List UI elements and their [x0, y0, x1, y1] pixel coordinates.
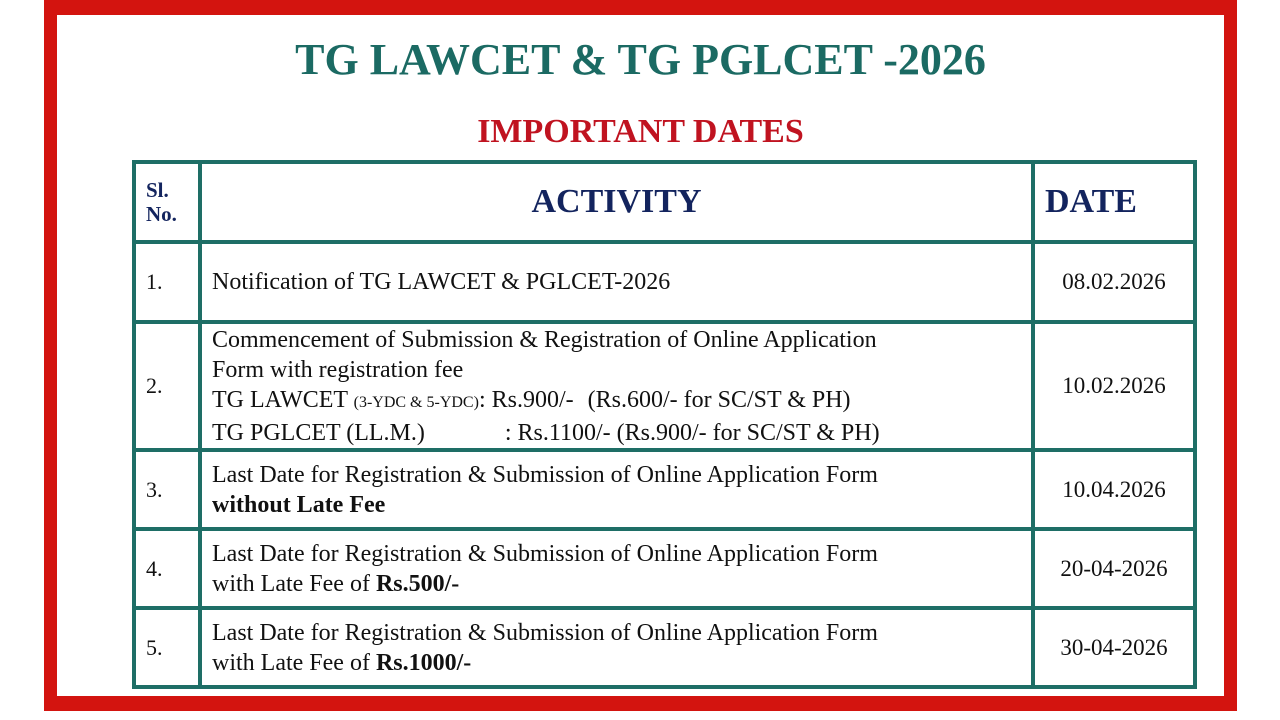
lawcet-fee-amount: : Rs.900/-	[478, 386, 574, 413]
row-activity	[200, 450, 1033, 529]
important-dates-table	[132, 160, 1197, 689]
activity-line: Commencement of Submission & Registration of Online Application	[212, 326, 877, 353]
activity-line: Last Date for Registration & Submission of Online Application Form	[212, 540, 878, 567]
lawcet-course-note: (3-YDC & 5-YDC)	[353, 393, 479, 411]
table-row	[134, 450, 1195, 529]
document-frame	[44, 0, 1237, 711]
row-activity	[200, 529, 1033, 608]
activity-line: with Late Fee of	[212, 649, 376, 676]
row-activity	[200, 322, 1033, 450]
activity-emphasis: without Late Fee	[212, 491, 386, 518]
row-date: 30-04-2026	[1033, 608, 1195, 687]
table-row	[134, 242, 1195, 322]
column-header-date: DATE	[1033, 162, 1195, 242]
column-header-sl-line1: Sl.	[146, 178, 169, 202]
late-fee-amount: Rs.1000/-	[375, 649, 472, 676]
pglcet-fee-amount: : Rs.1100/- (Rs.900/- for SC/ST & PH)	[504, 419, 880, 446]
activity-line: Last Date for Registration & Submission of Online Application Form	[212, 461, 878, 488]
table-row	[134, 529, 1195, 608]
pglcet-fee-label: TG PGLCET (LL.M.)	[212, 419, 425, 446]
table-header-row	[134, 162, 1195, 242]
column-header-sl-no	[134, 162, 200, 242]
lawcet-concession-note: (Rs.600/- for SC/ST & PH)	[587, 386, 851, 413]
activity-line: Last Date for Registration & Submission of Online Application Form	[212, 619, 878, 646]
row-date: 10.02.2026	[1033, 322, 1195, 450]
row-activity	[200, 608, 1033, 687]
row-date: 20-04-2026	[1033, 529, 1195, 608]
activity-line: Form with registration fee	[212, 356, 464, 383]
table-row	[134, 608, 1195, 687]
row-sl-no: 3.	[134, 450, 200, 529]
lawcet-fee-label: TG LAWCET	[212, 386, 348, 413]
row-sl-no: 4.	[134, 529, 200, 608]
page-title: TG LAWCET & TG PGLCET -2026	[295, 35, 986, 84]
row-activity: Notification of TG LAWCET & PGLCET-2026	[200, 242, 1033, 322]
column-header-activity: ACTIVITY	[200, 162, 1033, 242]
late-fee-amount: Rs.500/-	[375, 570, 460, 597]
row-sl-no: 2.	[134, 322, 200, 450]
row-sl-no: 1.	[134, 242, 200, 322]
page-subtitle: IMPORTANT DATES	[477, 113, 804, 150]
column-header-sl-line2: No.	[146, 202, 177, 226]
activity-line: with Late Fee of	[212, 570, 376, 597]
row-date: 10.04.2026	[1033, 450, 1195, 529]
table-row	[134, 322, 1195, 450]
row-date: 08.02.2026	[1033, 242, 1195, 322]
row-sl-no: 5.	[134, 608, 200, 687]
